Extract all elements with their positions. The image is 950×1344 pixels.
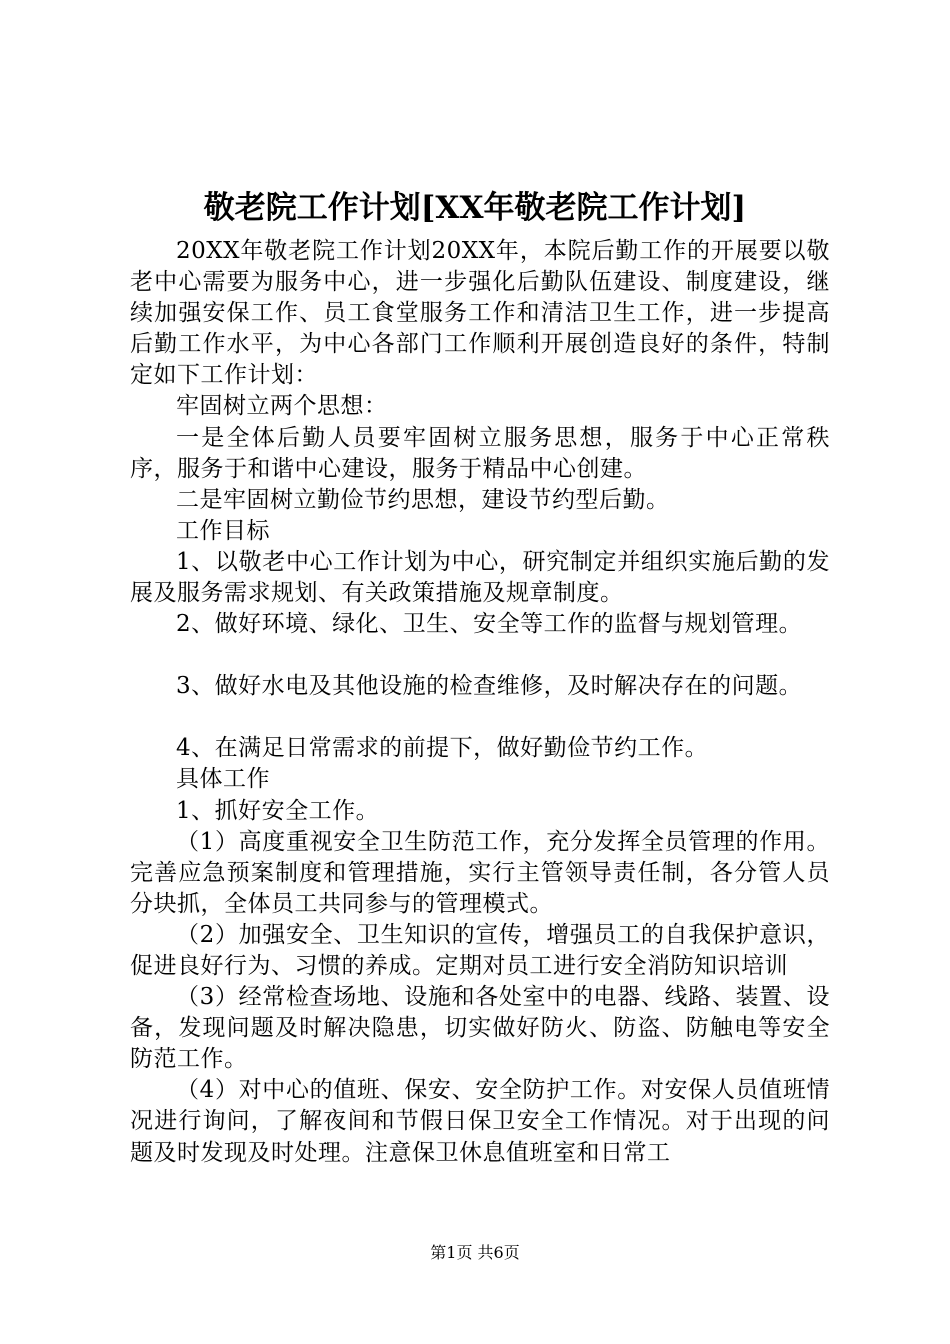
paragraph-two-thoughts-heading: 牢固树立两个思想： (176, 393, 388, 420)
paragraph-goal-4: 4、在满足日常需求的前提下，做好勤俭节约工作。 (176, 735, 709, 762)
paragraph-tasks-heading: 具体工作 (176, 766, 270, 793)
paragraph-goal-1: 1、以敬老中心工作计划为中心，研究制定并组织实施后勤的发展及服务需求规划、有关政策措施及规章制度。 (130, 548, 830, 607)
paragraph-goals-heading: 工作目标 (176, 517, 270, 544)
paragraph-intro: 20XX年敬老院工作计划20XX年，本院后勤工作的开展要以敬老中心需要为服务中心，进一步强化后勤队伍建设、制度建设，继续加强安保工作、员工食堂服务工作和清洁卫生工作，进一步提高后勤工作水平，为中心各部门工作顺利开展创造良好的条件，特制定如下工作计划： (130, 238, 830, 389)
page-footer: 第1页 共6页 (430, 1243, 520, 1262)
paragraph-task-1-item-4: （4）对中心的值班、保安、安全防护工作。对安保人员值班情况进行询问，了解夜间和节假日保卫安全工作情况。对于出现的问题及时发现及时处理。注意保卫休息值班室和日常工 (130, 1077, 830, 1166)
paragraph-task-1-item-2: （2）加强安全、卫生知识的宣传，增强员工的自我保护意识，促进良好行为、习惯的养成。定期对员工进行安全消防知识培训 (130, 921, 830, 979)
paragraph-thrift-thought: 二是牢固树立勤俭节约思想，建设节约型后勤。 (176, 486, 670, 513)
paragraph-goal-2: 2、做好环境、绿化、卫生、安全等工作的监督与规划管理。 (176, 611, 803, 638)
document-title: 敬老院工作计划[XX年敬老院工作计划] (203, 190, 747, 226)
paragraph-goal-3: 3、做好水电及其他设施的检查维修，及时解决存在的问题。 (176, 673, 803, 700)
paragraph-task-1-item-1: （1）高度重视安全卫生防范工作，充分发挥全员管理的作用。完善应急预案制度和管理措施，实行主管领导责任制，各分管人员分块抓，全体员工共同参与的管理模式。 (130, 828, 830, 917)
paragraph-service-thought: 一是全体后勤人员要牢固树立服务思想，服务于中心正常秩序，服务于和谐中心建设，服务于精品中心创建。 (130, 424, 830, 482)
paragraph-task-1-item-3: （3）经常检查场地、设施和各处室中的电器、线路、装置、设备，发现问题及时解决隐患，切实做好防火、防盗、防触电等安全防范工作。 (130, 984, 830, 1073)
document-body (130, 236, 830, 1169)
paragraph-task-1: 1、抓好安全工作。 (176, 797, 380, 824)
